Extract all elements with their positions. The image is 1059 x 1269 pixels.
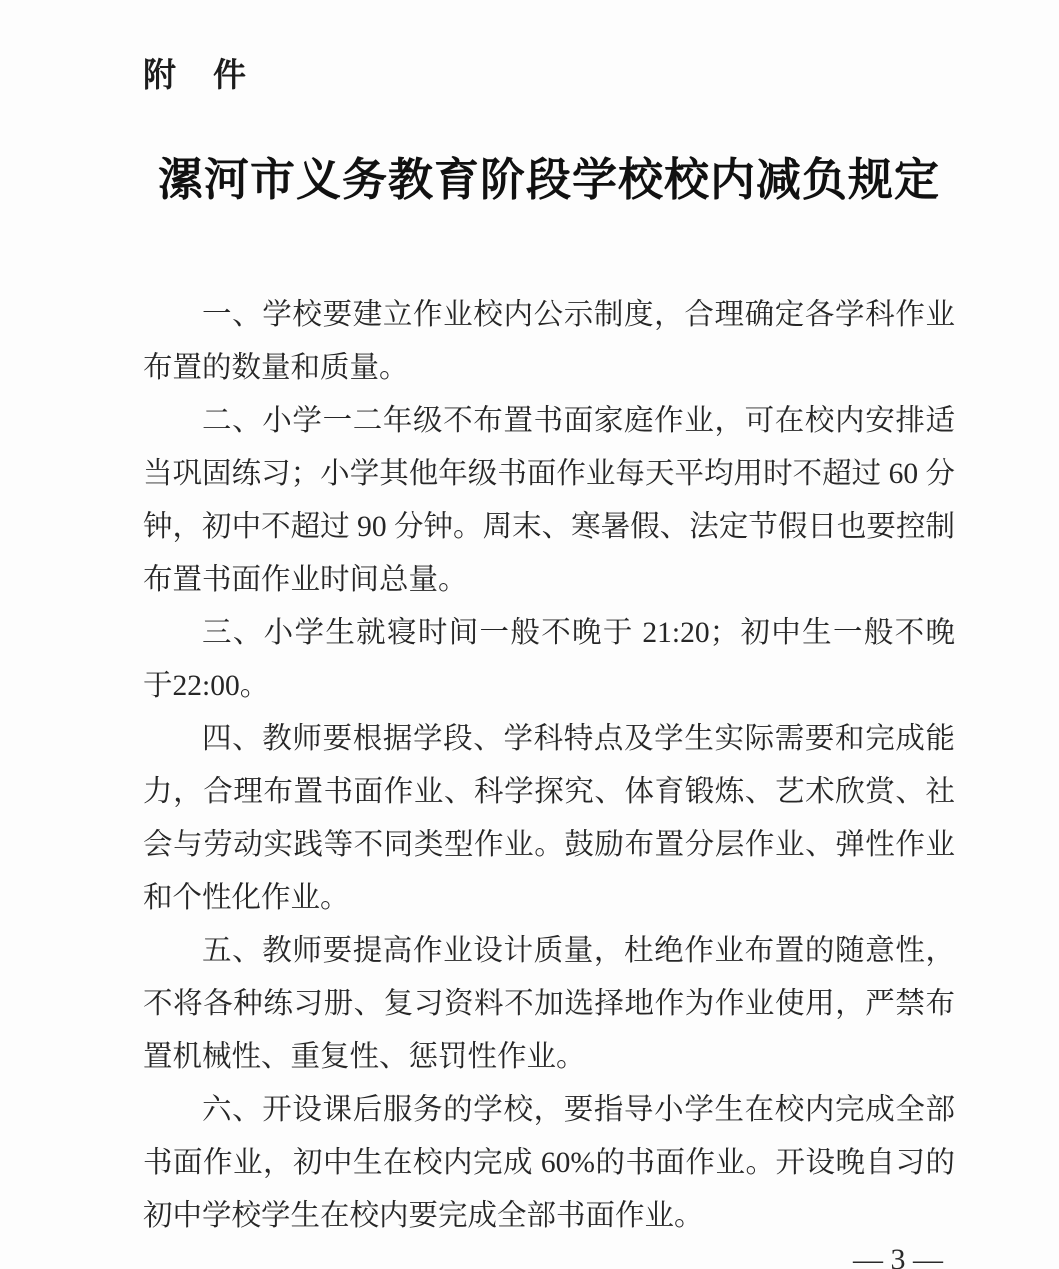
paragraph-3: 三、小学生就寝时间一般不晚于 21:20；初中生一般不晚于22:00。 [143,616,955,702]
page-number: — 3 — [853,1243,943,1269]
paragraph-5: 五、教师要提高作业设计质量，杜绝作业布置的随意性，不将各种练习册、复习资料不加选择地作为作业使用，严禁布置机械性、重复性、惩罚性作业。 [143,934,955,1073]
document-title: 漯河市义务教育阶段学校校内减负规定 [157,155,940,205]
document-body [143,289,955,1243]
paragraph-1: 一、学校要建立作业校内公示制度，合理确定各学科作业布置的数量和质量。 [143,298,955,384]
paragraph-2: 二、小学一二年级不布置书面家庭作业，可在校内安排适当巩固练习；小学其他年级书面作业每天平均用时不超过 60 分钟，初中不超过 90 分钟。周末、寒暑假、法定节假日也要控制布置书面作业时间总量。 [143,404,955,596]
attachment-label: 附 件 [143,56,248,93]
paragraph-6: 六、开设课后服务的学校，要指导小学生在校内完成全部书面作业，初中生在校内完成 60%的书面作业。开设晚自习的初中学校学生在校内要完成全部书面作业。 [143,1093,955,1232]
paragraph-4: 四、教师要根据学段、学科特点及学生实际需要和完成能力，合理布置书面作业、科学探究、体育锻炼、艺术欣赏、社会与劳动实践等不同类型作业。鼓励布置分层作业、弹性作业和个性化作业。 [143,722,955,914]
